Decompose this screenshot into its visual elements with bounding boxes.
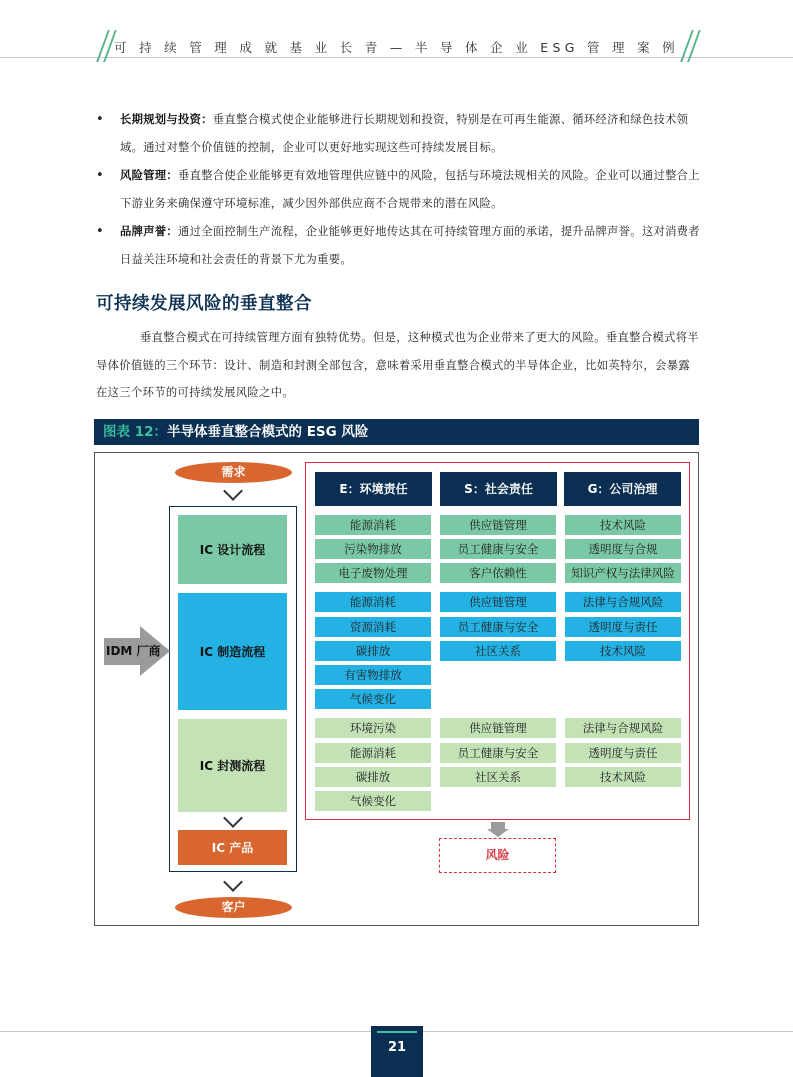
column-header-governance: G：公司治理 — [564, 472, 681, 506]
bullet-heading: 风险管理： — [120, 169, 178, 182]
risk-cell: 透明度与合规 — [565, 539, 681, 559]
risk-cell: 法律与合规风险 — [565, 718, 681, 738]
bullet-dot-icon: • — [96, 112, 104, 127]
risk-cell: 气候变化 — [315, 791, 431, 811]
header-slash-right-icon — [680, 30, 702, 62]
risk-cell: 有害物排放 — [315, 665, 431, 685]
bullet-text: 垂直整合模式使企业能够进行长期规划和投资，特别是在可再生能源、循环经济和绿色技术领域。通过对整个价值链的控制，企业可以更好地实现这些可持续发展目标。 — [120, 113, 689, 154]
idm-arrow — [104, 626, 170, 676]
risk-cell: 员工健康与安全 — [440, 743, 556, 763]
customer-oval: 客户 — [175, 897, 292, 918]
figure-title: 半导体垂直整合模式的 ESG 风险 — [167, 424, 369, 440]
risk-cell: 社区关系 — [440, 767, 556, 787]
risk-cell: 知识产权与法律风险 — [565, 563, 681, 583]
risk-cell: 碳排放 — [315, 641, 431, 661]
bullet-heading: 品牌声誉： — [120, 225, 178, 238]
bullet-text: 垂直整合使企业能够更有效地管理供应链中的风险，包括与环境法规相关的风险。企业可以通过整合上下游业务来确保遵守环境标准，减少因外部供应商不合规带来的潜在风险。 — [120, 169, 700, 210]
bullet-dot-icon: • — [96, 224, 104, 239]
idm-label: IDM 厂商 — [106, 644, 161, 658]
column-header-social: S：社会责任 — [440, 472, 557, 506]
figure-number: 图表 12： — [103, 424, 167, 440]
risk-cell: 技术风险 — [565, 641, 681, 661]
stage-ic-product: IC 产品 — [178, 830, 287, 865]
risk-cell: 技术风险 — [565, 767, 681, 787]
header-rule — [0, 57, 793, 58]
risk-cell: 供应链管理 — [440, 592, 556, 612]
risk-cell: 能源消耗 — [315, 515, 431, 535]
column-header-environment: E：环境责任 — [315, 472, 432, 506]
risk-cell: 碳排放 — [315, 767, 431, 787]
stage-ic-manufacture: IC 制造流程 — [178, 593, 287, 710]
bullet-text: 通过全面控制生产流程，企业能够更好地传达其在可持续管理方面的承诺，提升品牌声誉。这对消费者日益关注环境和社会责任的背景下尤为重要。 — [120, 225, 700, 266]
risk-cell: 供应链管理 — [440, 718, 556, 738]
risk-cell: 法律与合规风险 — [565, 592, 681, 612]
bullet-heading: 长期规划与投资： — [120, 113, 213, 126]
risk-cell: 客户依赖性 — [440, 563, 556, 583]
risk-cell: 能源消耗 — [315, 592, 431, 612]
risk-cell: 气候变化 — [315, 689, 431, 709]
risk-cell: 社区关系 — [440, 641, 556, 661]
risk-cell: 透明度与责任 — [565, 617, 681, 637]
bullet-item — [96, 162, 700, 218]
arrow-down-icon — [487, 822, 509, 838]
header-title: 可 持 续 管 理 成 就 基 业 长 青 — 半 导 体 企 业 ESG 管 理 案 例 — [114, 40, 679, 55]
risk-cell: 透明度与责任 — [565, 743, 681, 763]
bullet-item — [96, 218, 700, 274]
bullet-item — [96, 106, 700, 162]
bullet-dot-icon: • — [96, 168, 104, 183]
risk-label-box: 风险 — [439, 838, 556, 873]
figure-title-bar — [94, 419, 699, 445]
risk-cell: 能源消耗 — [315, 743, 431, 763]
stage-ic-design: IC 设计流程 — [178, 515, 287, 584]
stage-ic-packaging: IC 封测流程 — [178, 719, 287, 812]
demand-oval: 需求 — [175, 462, 292, 483]
risk-cell: 供应链管理 — [440, 515, 556, 535]
risk-cell: 资源消耗 — [315, 617, 431, 637]
risk-cell: 员工健康与安全 — [440, 539, 556, 559]
bullet-list — [96, 106, 700, 274]
page-number: 21 — [371, 1026, 423, 1077]
section-title: 可持续发展风险的垂直整合 — [96, 294, 312, 314]
risk-cell: 污染物排放 — [315, 539, 431, 559]
risk-cell: 环境污染 — [315, 718, 431, 738]
section-paragraph: 垂直整合模式在可持续管理方面有独特优势。但是，这种模式也为企业带来了更大的风险。垂直整合模式将半导体价值链的三个环节：设计、制造和封测全部包含，意味着采用垂直整合模式的半导体企业，比如英特尔，会暴露在这三个环节的可持续发展风险之中。 — [96, 331, 700, 399]
risk-cell: 员工健康与安全 — [440, 617, 556, 637]
risk-cell: 技术风险 — [565, 515, 681, 535]
risk-cell: 电子废物处理 — [315, 563, 431, 583]
